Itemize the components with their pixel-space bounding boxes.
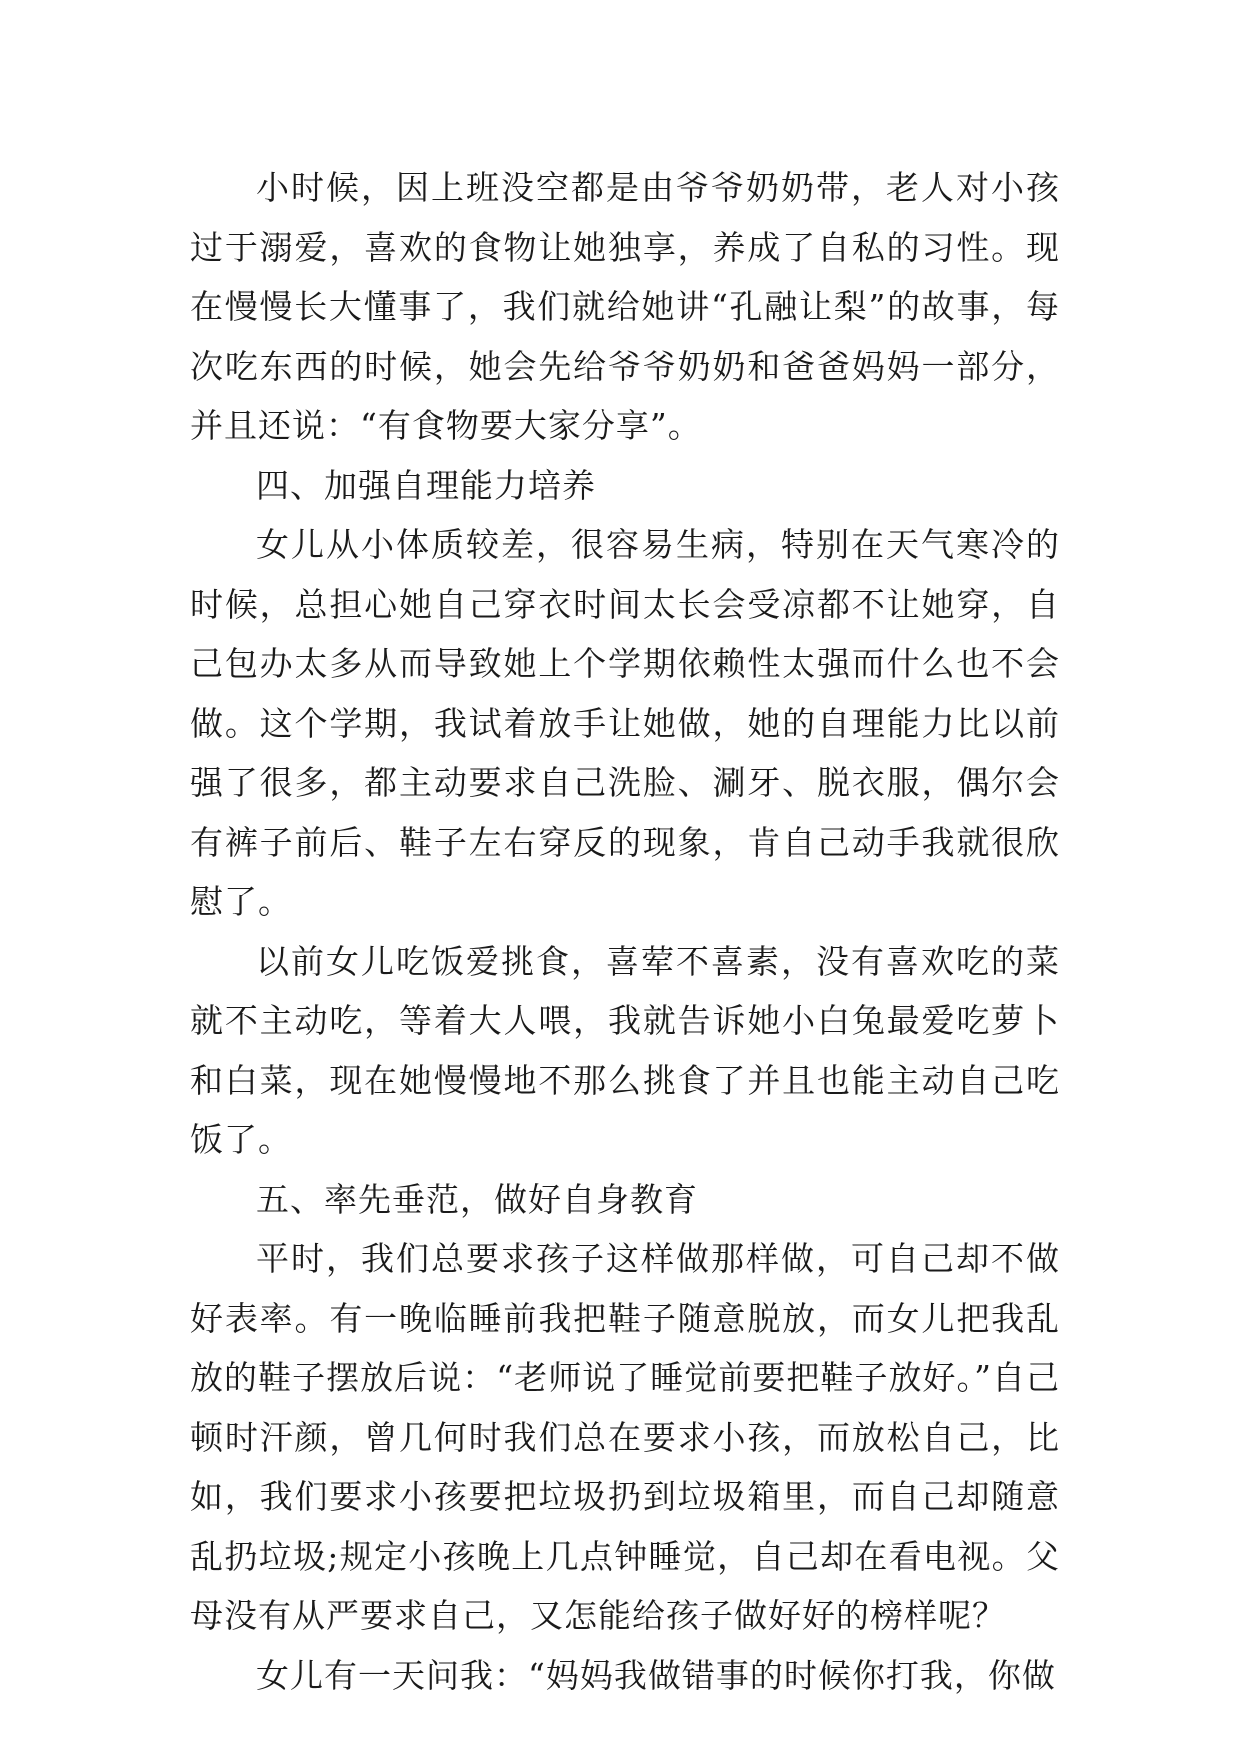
paragraph-self-care: 女儿从小体质较差，很容易生病，特别在天气寒冷的时候，总担心她自己穿衣时间太长会受凉都不让她穿，自己包办太多从而导致她上个学期依赖性太强而什么也不会做。这个学期，我试着放手让她做，她的自理能力比以前强了很多，都主动要求自己洗脸、涮牙、脱衣服，偶尔会有裤子前后、鞋子左右穿反的现象，肯自己动手我就很欣慰了。 xyxy=(190,525,1060,921)
paragraph-daughter-question: 女儿有一天问我：“妈妈我做错事的时候你打我，你做 xyxy=(256,1655,1056,1695)
paragraph-lead-by-example: 平时，我们总要求孩子这样做那样做，可自己却不做好表率。有一晚临睡前我把鞋子随意脱放，而女儿把我乱放的鞋子摆放后说：“老师说了睡觉前要把鞋子放好。”自己顿时汗颜，曾几何时我们总在要求小孩，而放松自己，比如，我们要求小孩要把垃圾扔到垃圾箱里，而自己却随意乱扔垃圾;规定小孩晚上几点钟睡觉，自己却在看电视。父母没有从严要求自己，又怎能给孩子做好好的榜样呢？ xyxy=(190,1239,1060,1635)
section-heading-self-care: 四、加强自理能力培养 xyxy=(256,465,596,505)
section-heading-lead-by-example: 五、率先垂范，做好自身教育 xyxy=(256,1179,698,1219)
paragraph-selfishness: 小时候，因上班没空都是由爷爷奶奶带，老人对小孩过于溺爱，喜欢的食物让她独享，养成了自私的习性。现在慢慢长大懂事了，我们就给她讲“孔融让梨”的故事，每次吃东西的时候，她会先给爷爷奶奶和爸爸妈妈一部分，并且还说：“有食物要大家分享”。 xyxy=(190,168,1060,445)
paragraph-picky-eating: 以前女儿吃饭爱挑食，喜荤不喜素，没有喜欢吃的菜就不主动吃，等着大人喂，我就告诉她小白兔最爱吃萝卜和白菜，现在她慢慢地不那么挑食了并且也能主动自己吃饭了。 xyxy=(190,941,1060,1159)
document-body xyxy=(190,158,1060,1705)
